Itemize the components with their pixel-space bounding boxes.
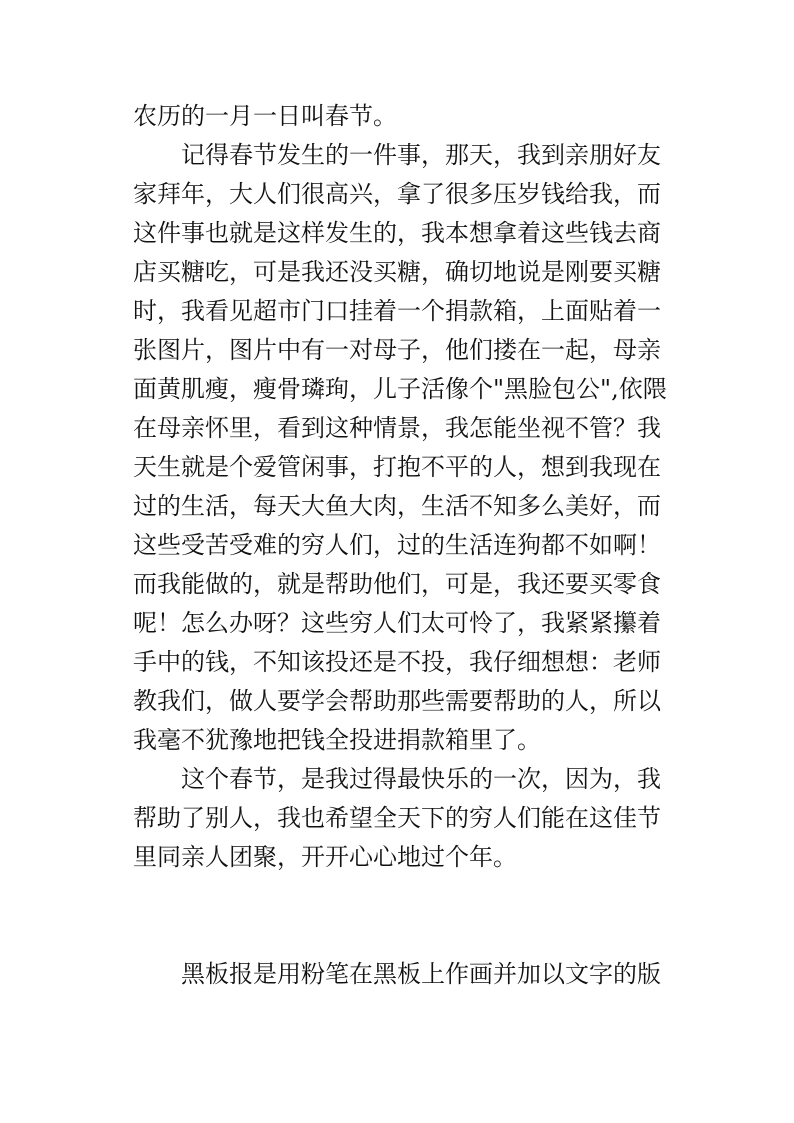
text-line: 手中的钱，不知该投还是不投，我仔细想想：老师 xyxy=(133,648,661,676)
text-line: 农历的一月一日叫春节。 xyxy=(133,102,397,130)
text-line: 店买糖吃，可是我还没买糖，确切地说是刚要买糖 xyxy=(133,258,661,286)
text-line: 这个春节，是我过得最快乐的一次，因为，我 xyxy=(181,765,661,793)
text-line: 时，我看见超市门口挂着一个捐款箱，上面贴着一 xyxy=(133,297,661,325)
paragraph-intro xyxy=(133,97,665,136)
text-line: 在母亲怀里，看到这种情景，我怎能坐视不管？我 xyxy=(133,414,661,442)
text-line: 这些受苦受难的穷人们，过的生活连狗都不如啊！ xyxy=(133,531,661,559)
text-line: 黑板报是用粉笔在黑板上作画并加以文字的版 xyxy=(181,960,661,988)
paragraph-blackboard xyxy=(133,955,665,994)
text-line: 天生就是个爱管闲事，打抱不平的人，想到我现在 xyxy=(133,453,661,481)
paragraph-spacer xyxy=(133,877,665,955)
document-page xyxy=(133,97,665,994)
text-line: 呢！怎么办呀？这些穷人们太可怜了，我紧紧攥着 xyxy=(133,609,661,637)
text-line: 而我能做的，就是帮助他们，可是，我还要买零食 xyxy=(133,570,661,598)
text-line: 教我们，做人要学会帮助那些需要帮助的人，所以 xyxy=(133,687,661,715)
paragraph-story xyxy=(133,136,665,760)
text-line: 过的生活，每天大鱼大肉，生活不知多么美好，而 xyxy=(133,492,661,520)
text-line: 家拜年，大人们很高兴，拿了很多压岁钱给我，而 xyxy=(133,180,661,208)
text-line: 这件事也就是这样发生的，我本想拿着这些钱去商 xyxy=(133,219,661,247)
paragraph-conclusion xyxy=(133,760,665,877)
text-line: 面黄肌瘦，瘦骨璘珣，儿子活像个"黑脸包公",依隈 xyxy=(133,375,667,403)
text-line: 帮助了别人，我也希望全天下的穷人们能在这佳节 xyxy=(133,804,661,832)
text-line: 我毫不犹豫地把钱全投进捐款箱里了。 xyxy=(133,726,541,754)
text-line: 里同亲人团聚，开开心心地过个年。 xyxy=(133,843,517,871)
text-line: 张图片，图片中有一对母子，他们搂在一起，母亲 xyxy=(133,336,661,364)
text-line: 记得春节发生的一件事，那天，我到亲朋好友 xyxy=(181,141,661,169)
